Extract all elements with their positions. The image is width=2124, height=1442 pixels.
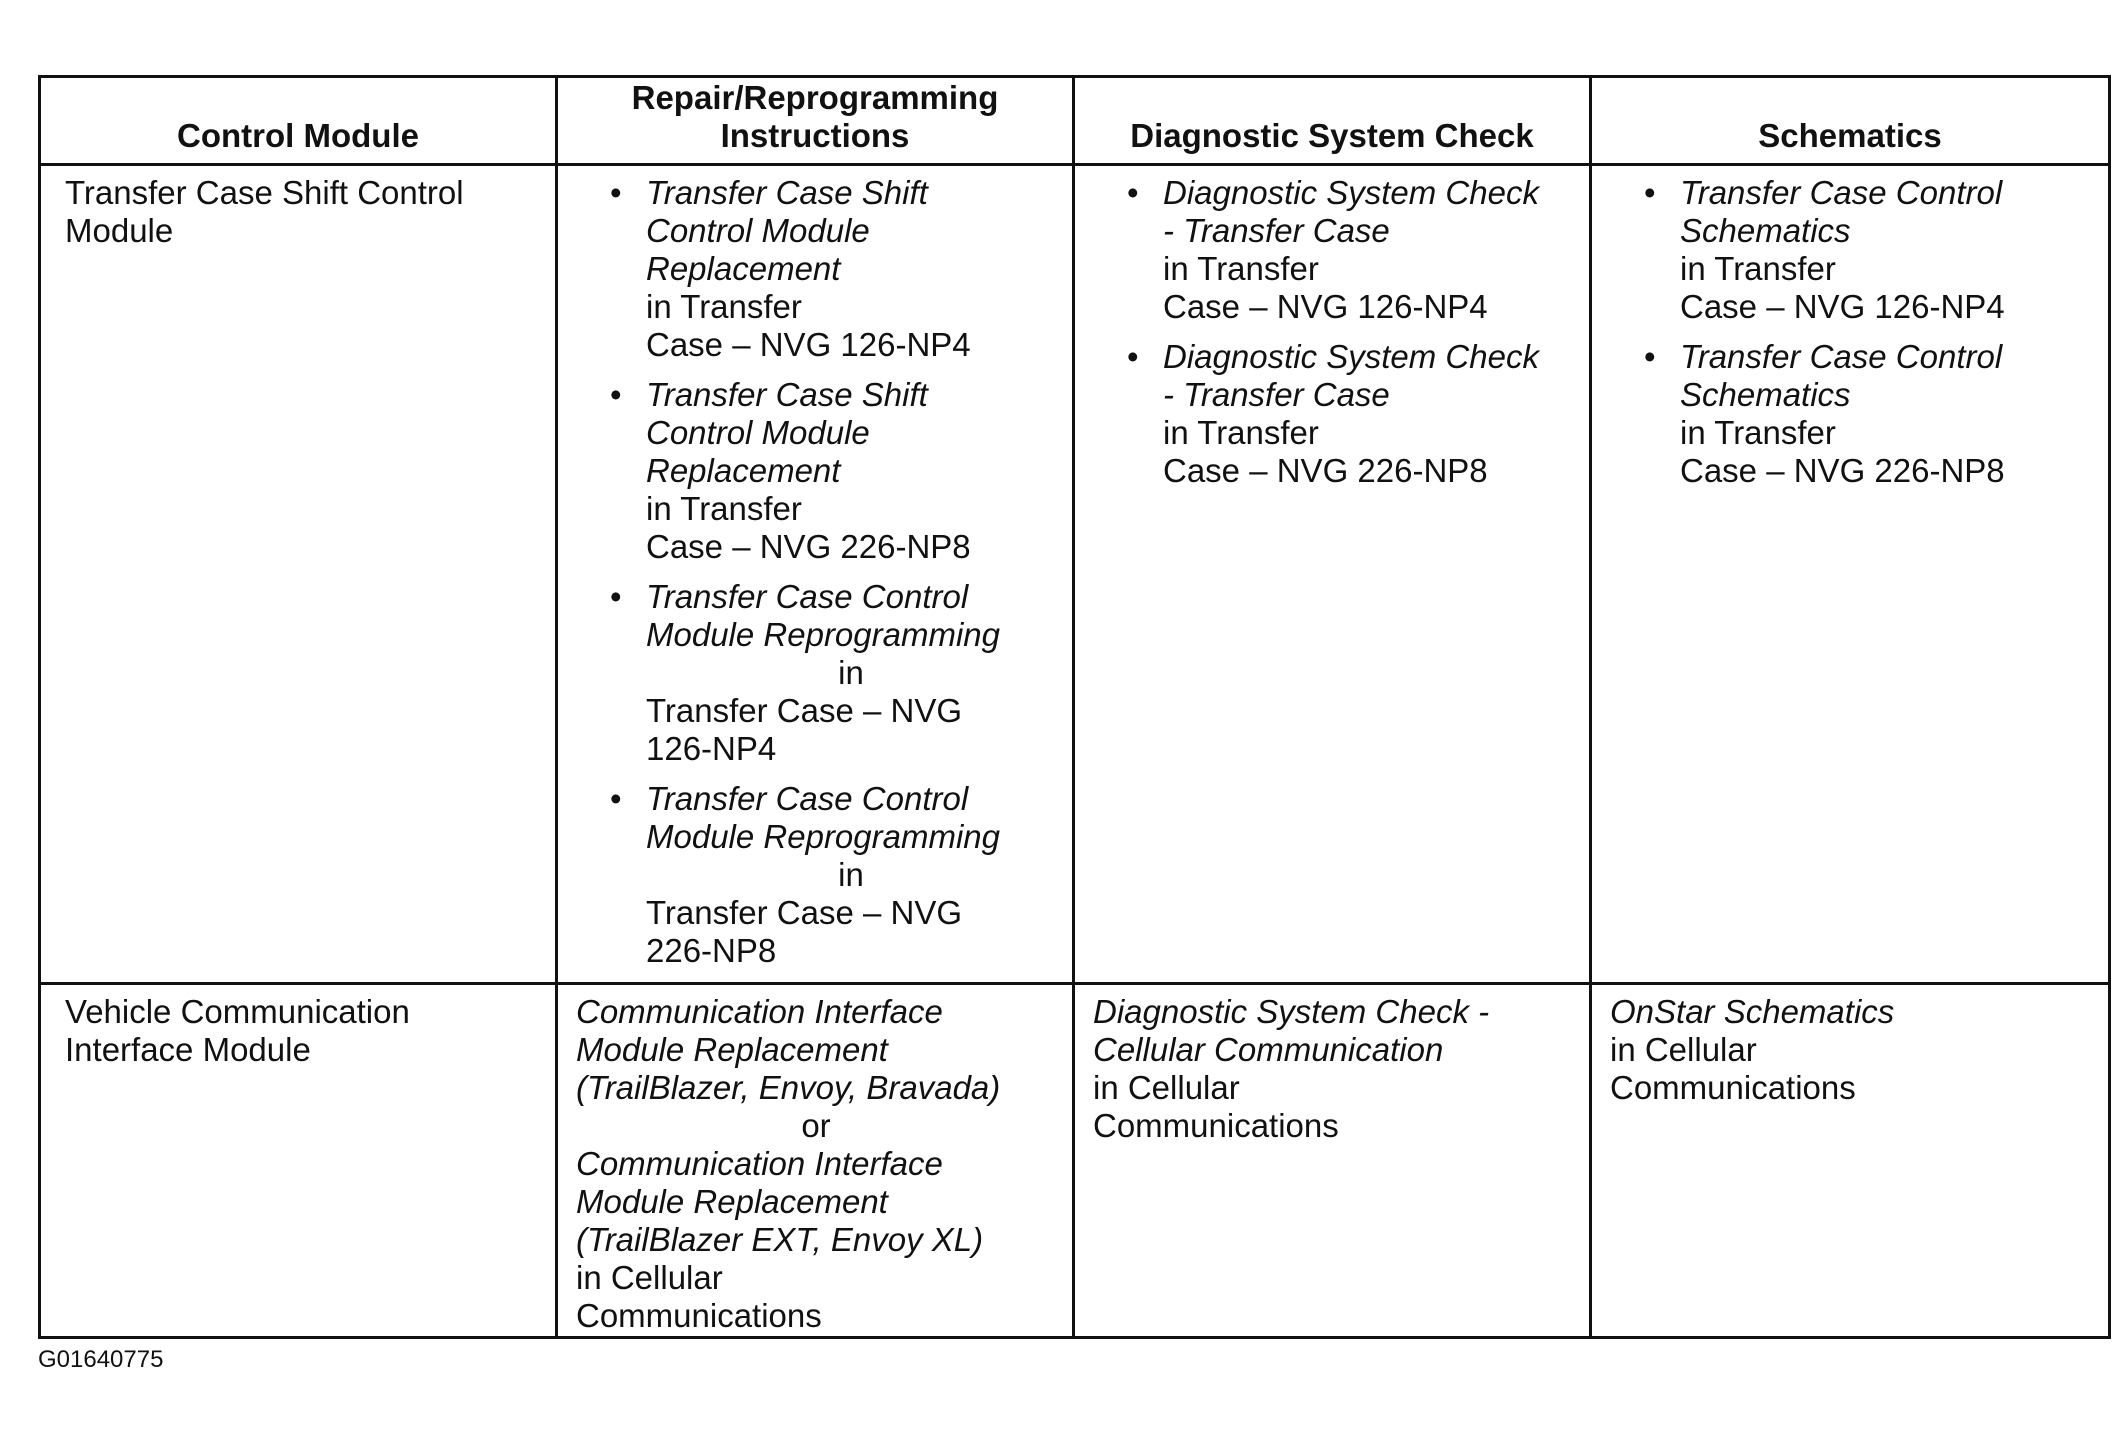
link-text[interactable]: Communication Interface	[576, 993, 943, 1030]
header-control-module: Control Module	[40, 77, 557, 165]
table-row	[40, 984, 2110, 1338]
link-text[interactable]: Transfer Case Control	[1680, 174, 2003, 211]
reference-table	[38, 75, 2111, 1339]
schematics-item: • Transfer Case Control Schematics in Transfer Case – NVG 226-NP8	[1592, 338, 2092, 490]
link-text[interactable]: Diagnostic System Check	[1163, 174, 1539, 211]
link-text[interactable]: Diagnostic System Check	[1163, 338, 1539, 375]
figure-id: G01640775	[38, 1346, 164, 1373]
diagnostic-cell	[1074, 165, 1591, 984]
link-text[interactable]: Transfer Case Shift	[646, 174, 928, 211]
link-text[interactable]: Transfer Case Shift	[646, 376, 928, 413]
link-text[interactable]: Diagnostic System Check -	[1093, 993, 1490, 1030]
header-repair-instructions: Repair/Reprogramming Instructions	[557, 77, 1074, 165]
repair-item: • Transfer Case Control Module Reprogramming in Transfer Case – NVG 126-NP4	[558, 578, 1056, 768]
schematics-cell: OnStar Schematics in Cellular Communications	[1591, 984, 2110, 1338]
diagnostic-item: • Diagnostic System Check - Transfer Case in Transfer Case – NVG 126-NP4	[1075, 174, 1573, 326]
link-text[interactable]: OnStar Schematics	[1610, 993, 1895, 1030]
repair-item: • Transfer Case Shift Control Module Replacement in Transfer Case – NVG 126-NP4	[558, 174, 1056, 364]
repair-cell	[557, 165, 1074, 984]
link-text[interactable]: Communication Interface	[576, 1145, 943, 1182]
schematics-item: • Transfer Case Control Schematics in Transfer Case – NVG 126-NP4	[1592, 174, 2092, 326]
link-text[interactable]: Transfer Case Control	[1680, 338, 2003, 375]
repair-item: • Transfer Case Shift Control Module Replacement in Transfer Case – NVG 226-NP8	[558, 376, 1056, 566]
header-schematics: Schematics	[1591, 77, 2110, 165]
header-diagnostic-check: Diagnostic System Check	[1074, 77, 1591, 165]
header-row	[40, 77, 2110, 165]
table-row	[40, 165, 2110, 984]
schematics-cell	[1591, 165, 2110, 984]
diagnostic-item: • Diagnostic System Check - Transfer Case in Transfer Case – NVG 226-NP8	[1075, 338, 1573, 490]
repair-cell: Communication Interface Module Replacement (TrailBlazer, Envoy, Bravada) or Communication Interface Module Replacement (TrailBlazer EXT, Envoy XL) in Cellular Communications	[557, 984, 1074, 1338]
diagnostic-cell: Diagnostic System Check - Cellular Communication in Cellular Communications	[1074, 984, 1591, 1338]
repair-item: • Transfer Case Control Module Reprogramming in Transfer Case – NVG 226-NP8	[558, 780, 1056, 970]
module-name-cell: Vehicle Communication Interface Module	[40, 984, 557, 1338]
link-text[interactable]: Transfer Case Control	[646, 780, 969, 817]
link-text[interactable]: Transfer Case Control	[646, 578, 969, 615]
module-name-cell: Transfer Case Shift Control Module	[40, 165, 557, 984]
